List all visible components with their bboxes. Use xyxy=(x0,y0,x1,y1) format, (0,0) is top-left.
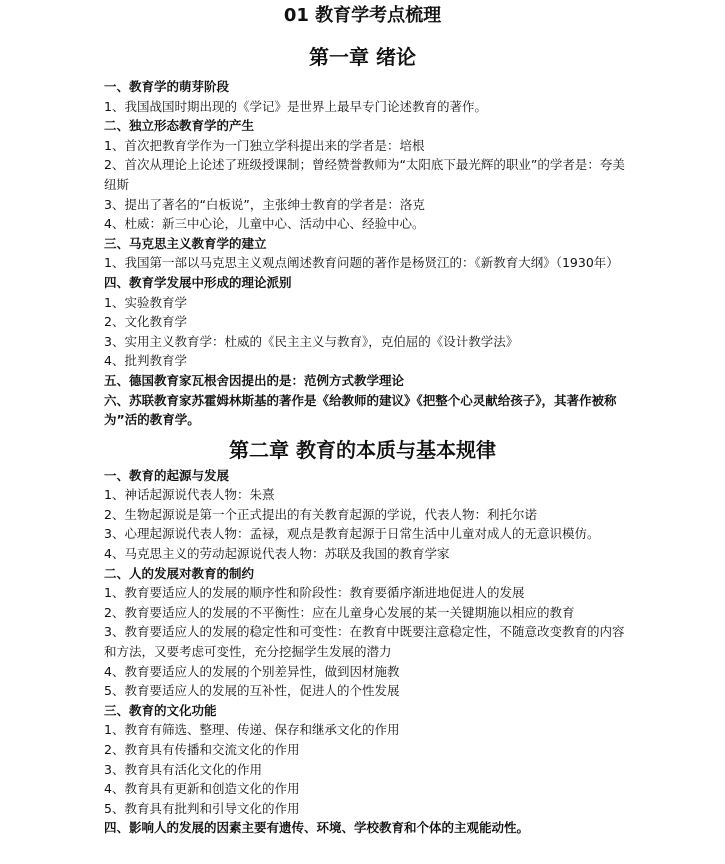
section-heading: 四、影响人的发展的因素主要有遗传、环境、学校教育和个体的主观能动性。 xyxy=(104,820,530,836)
list-item: 1、我国第一部以马克思主义观点阐述教育问题的著作是杨贤江的：《新教育大纲》（1930年） xyxy=(104,255,619,271)
list-item: 3、实用主义教育学：杜威的《民主主义与教育》，克伯屈的《设计教学法》 xyxy=(104,333,519,349)
chapters-container xyxy=(0,43,725,838)
section-heading: 二、人的发展对教育的制约 xyxy=(104,565,255,581)
list-item: 4、教育要适应人的发展的个别差异性，做到因材施教 xyxy=(104,663,400,679)
section xyxy=(0,234,725,273)
section-heading: 二、独立形态教育学的产生 xyxy=(104,118,255,134)
section-heading: 一、教育的起源与发展 xyxy=(104,467,230,483)
section-heading: 一、教育学的萌芽阶段 xyxy=(104,79,230,94)
list-item: 2、教育具有传播和交流文化的作用 xyxy=(104,742,300,757)
list-item: 3、教育具有活化文化的作用 xyxy=(104,761,262,777)
chapter-title: 第一章 绪论 xyxy=(309,45,416,69)
section-heading: 三、教育的文化功能 xyxy=(104,702,217,718)
section xyxy=(0,701,725,819)
section-heading: 三、马克思主义教育学的建立 xyxy=(104,235,267,251)
list-item: 3、心理起源说代表人物：孟禄，观点是教育起源于日常生活中儿童对成人的无意识模仿。 xyxy=(104,526,600,542)
list-item: 1、首次把教育学作为一门独立学科提出来的学者是：培根 xyxy=(104,137,425,153)
list-item: 5、教育具有批判和引导文化的作用 xyxy=(104,800,300,816)
list-item: 2、首次从理论上论述了班级授课制；曾经赞誉教师为“太阳底下最光辉的职业”的学者是：夸美纽斯 xyxy=(104,157,625,192)
section-heading: 六、苏联教育家苏霍姆林斯基的著作是《给教师的建议》《把整个心灵献给孩子》，其著作被称为”活的教育学。 xyxy=(104,392,617,428)
list-item: 4、马克思主义的劳动起源说代表人物：苏联及我国的教育学家 xyxy=(104,546,450,562)
section-heading: 五、德国教育家瓦根舍因提出的是：范例方式教学理论 xyxy=(104,372,405,388)
section xyxy=(0,77,725,116)
section xyxy=(0,391,725,430)
section xyxy=(0,466,725,564)
list-item: 4、杜威：新三中心论，儿童中心、活动中心、经验中心。 xyxy=(104,216,425,232)
section xyxy=(0,116,725,234)
list-item: 4、教育具有更新和创造文化的作用 xyxy=(104,781,300,797)
section xyxy=(0,273,725,371)
section-heading: 四、教育学发展中形成的理论派别 xyxy=(104,274,292,290)
list-item: 2、文化教育学 xyxy=(104,314,187,330)
list-item: 3、提出了著名的“白板说”，主张绅士教育的学者是：洛克 xyxy=(104,196,425,212)
list-item: 1、实验教育学 xyxy=(104,294,187,310)
document-title: 01 教育学考点梳理 xyxy=(283,5,442,26)
section xyxy=(0,371,725,391)
list-item: 1、教育要适应人的发展的顺序性和阶段性：教育要循序渐进地促进人的发展 xyxy=(104,585,525,601)
list-item: 5、教育要适应人的发展的互补性，促进人的个性发展 xyxy=(104,683,400,699)
list-item: 2、教育要适应人的发展的不平衡性：应在儿童身心发展的某一关键期施以相应的教育 xyxy=(104,604,575,620)
list-item: 3、教育要适应人的发展的稳定性和可变性：在教育中既要注意稳定性，不随意改变教育的内容和方法，又要考虑可变性，充分挖掘学生发展的潜力 xyxy=(104,624,625,660)
list-item: 1、神话起源说代表人物：朱熹 xyxy=(104,487,275,503)
section xyxy=(0,564,725,701)
list-item: 1、教育有筛选、整理、传递、保存和继承文化的作用 xyxy=(104,722,400,738)
list-item: 1、我国战国时期出现的《学记》是世界上最早专门论述教育的著作。 xyxy=(104,98,487,114)
chapter-title: 第二章 教育的本质与基本规律 xyxy=(229,437,496,462)
list-item: 2、生物起源说是第一个正式提出的有关教育起源的学说，代表人物：利托尔诺 xyxy=(104,506,537,522)
list-item: 4、批判教育学 xyxy=(104,353,187,369)
section xyxy=(0,818,725,838)
